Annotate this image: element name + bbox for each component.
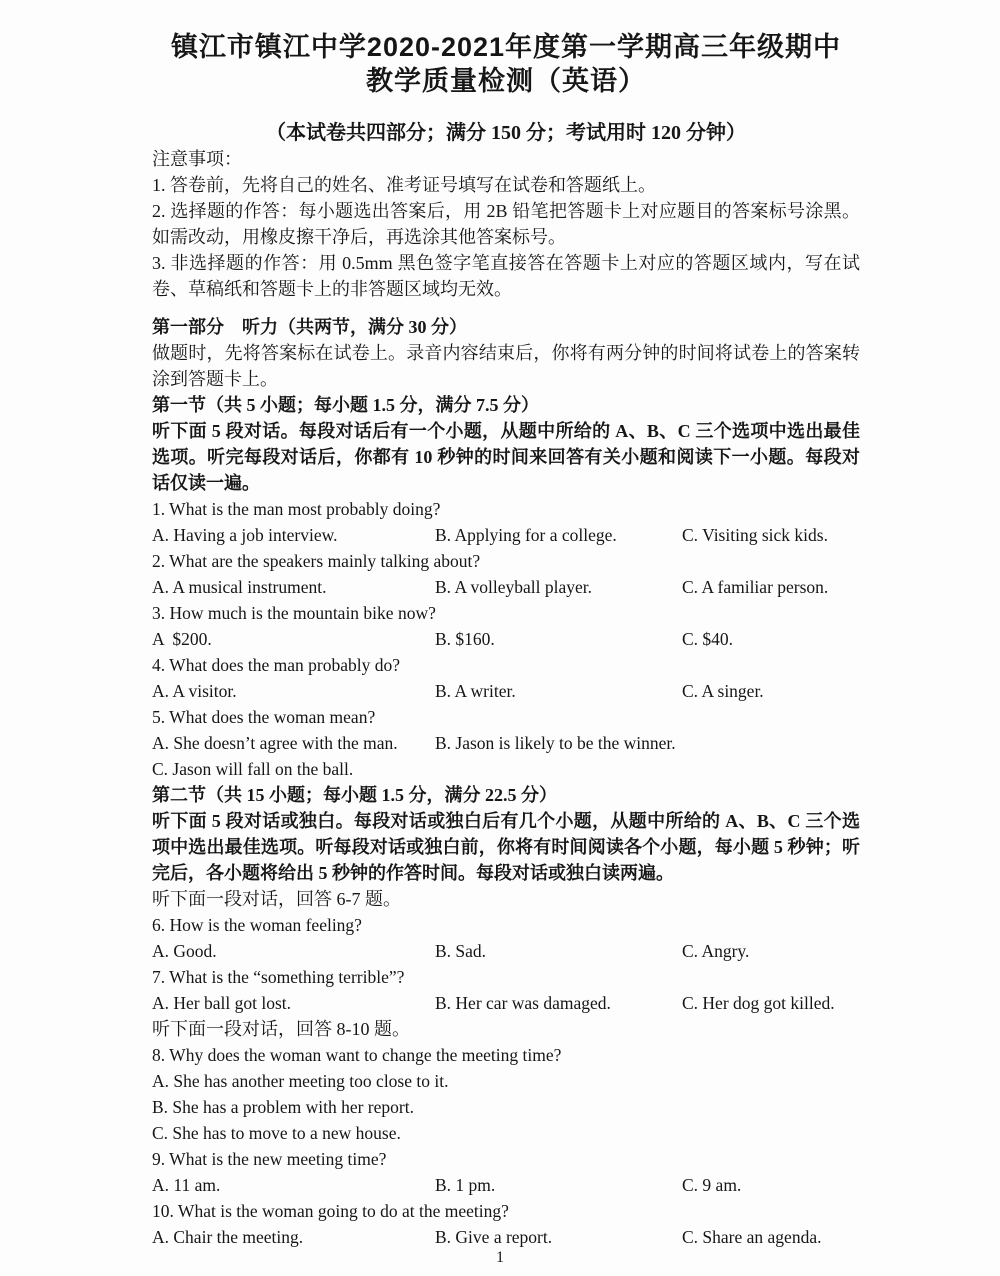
title-line-1: 镇江市镇江中学2020-2021年度第一学期高三年级期中 bbox=[170, 32, 842, 62]
option-b: B. $160. bbox=[435, 629, 495, 649]
option-c: C. Her dog got killed. bbox=[682, 993, 835, 1013]
question-1 bbox=[152, 496, 860, 548]
option-b: B. Applying for a college. bbox=[435, 525, 617, 545]
question-options bbox=[152, 678, 860, 704]
question-options bbox=[152, 938, 860, 964]
question-options bbox=[152, 574, 860, 600]
option-c: C. Visiting sick kids. bbox=[682, 525, 828, 545]
option-c: C. $40. bbox=[682, 629, 734, 649]
question-options bbox=[152, 522, 860, 548]
question-text: 10. What is the woman going to do at the meeting? bbox=[152, 1201, 509, 1221]
option-b: B. A writer. bbox=[435, 681, 516, 701]
question-4 bbox=[152, 652, 860, 704]
question-10 bbox=[152, 1198, 860, 1250]
option-a: A. Having a job interview. bbox=[152, 525, 338, 545]
question-9 bbox=[152, 1146, 860, 1198]
option-c: C. She has to move to a new house. bbox=[152, 1123, 401, 1143]
option-b: B. Jason is likely to be the winner. bbox=[435, 733, 676, 753]
notice-item-1: 1. 答卷前，先将自己的姓名、准考证号填写在试卷和答题纸上。 bbox=[152, 175, 656, 195]
section2-heading: 第二节（共 15 小题；每小题 1.5 分，满分 22.5 分） bbox=[152, 785, 557, 805]
question-text: 7. What is the “something terrible”? bbox=[152, 967, 405, 987]
question-options bbox=[152, 626, 860, 652]
question-options bbox=[152, 1172, 860, 1198]
option-c: C. Jason will fall on the ball. bbox=[152, 759, 354, 779]
question-text: 6. How is the woman feeling? bbox=[152, 915, 362, 935]
question-options bbox=[152, 1224, 860, 1250]
option-c: C. Angry. bbox=[682, 941, 750, 961]
option-b: B. A volleyball player. bbox=[435, 577, 592, 597]
page-number: 1 bbox=[496, 1249, 504, 1266]
option-a: A. Good. bbox=[152, 941, 217, 961]
question-text: 5. What does the woman mean? bbox=[152, 707, 376, 727]
option-a: A. She has another meeting too close to it. bbox=[152, 1071, 449, 1091]
option-b: B. 1 pm. bbox=[435, 1175, 496, 1195]
option-b: B. She has a problem with her report. bbox=[152, 1097, 414, 1117]
question-2 bbox=[152, 548, 860, 600]
exam-subtitle: （本试卷共四部分；满分 150 分；考试用时 120 分钟） bbox=[266, 122, 746, 144]
section2-instructions: 听下面 5 段对话或独白。每段对话或独白后有几个小题，从题中所给的 A、B、C 三个选项中选出最佳选项。听每段对话或独白前，你将有时间阅读各个小题，每小题 5 秒钟；听完后，各小题将给出 5 秒钟的作答时间。每段对话或独白读两遍。 bbox=[152, 811, 860, 883]
question-3 bbox=[152, 600, 860, 652]
question-text: 2. What are the speakers mainly talking about? bbox=[152, 551, 481, 571]
section1-instructions: 听下面 5 段对话。每段对话后有一个小题，从题中所给的 A、B、C 三个选项中选出最佳选项。听完每段对话后，你都有 10 秒钟的时间来回答有关小题和阅读下一小题。每段对话仅读一遍。 bbox=[152, 421, 860, 493]
question-text: 9. What is the new meeting time? bbox=[152, 1149, 387, 1169]
part1-intro: 做题时，先将答案标在试卷上。录音内容结束后，你将有两分钟的时间将试卷上的答案转涂到答题卡上。 bbox=[152, 343, 860, 389]
question-options bbox=[152, 990, 860, 1016]
option-a: A. A musical instrument. bbox=[152, 577, 327, 597]
section1-heading: 第一节（共 5 小题；每小题 1.5 分，满分 7.5 分） bbox=[152, 395, 539, 415]
option-a: A. Chair the meeting. bbox=[152, 1227, 304, 1247]
option-a: A $200. bbox=[152, 629, 212, 649]
notice-section bbox=[152, 146, 860, 302]
option-a: A. A visitor. bbox=[152, 681, 237, 701]
notice-heading: 注意事项： bbox=[152, 149, 242, 169]
question-options bbox=[152, 730, 860, 756]
question-6 bbox=[152, 912, 860, 964]
option-spacer bbox=[682, 730, 860, 756]
option-c: C. A singer. bbox=[682, 681, 764, 701]
option-b: B. Give a report. bbox=[435, 1227, 553, 1247]
notice-item-3: 3. 非选择题的作答：用 0.5mm 黑色签字笔直接答在答题卡上对应的答题区域内，写在试卷、草稿纸和答题卡上的非答题区域均无效。 bbox=[152, 253, 860, 299]
question-text: 4. What does the man probably do? bbox=[152, 655, 401, 675]
dialog-6-7-prompt: 听下面一段对话，回答 6-7 题。 bbox=[152, 889, 401, 909]
option-b: B. Her car was damaged. bbox=[435, 993, 611, 1013]
question-5 bbox=[152, 704, 860, 782]
option-a: A. 11 am. bbox=[152, 1175, 221, 1195]
dialog-8-10-prompt: 听下面一段对话，回答 8-10 题。 bbox=[152, 1019, 410, 1039]
question-8 bbox=[152, 1042, 860, 1146]
option-a: A. Her ball got lost. bbox=[152, 993, 292, 1013]
title-line-2: 教学质量检测（英语） bbox=[366, 66, 646, 96]
part1-heading: 第一部分 听力（共两节，满分 30 分） bbox=[152, 317, 467, 337]
notice-item-2: 2. 选择题的作答：每小题选出答案后，用 2B 铅笔把答题卡上对应题目的答案标号涂黑。如需改动，用橡皮擦干净后，再选涂其他答案标号。 bbox=[152, 201, 860, 247]
question-text: 8. Why does the woman want to change the meeting time? bbox=[152, 1045, 562, 1065]
option-a: A. She doesn’t agree with the man. bbox=[152, 733, 398, 753]
option-c: C. 9 am. bbox=[682, 1175, 742, 1195]
option-c: C. Share an agenda. bbox=[682, 1227, 822, 1247]
option-b: B. Sad. bbox=[435, 941, 487, 961]
question-text: 1. What is the man most probably doing? bbox=[152, 499, 441, 519]
question-7 bbox=[152, 964, 860, 1016]
page-title bbox=[152, 30, 860, 98]
question-text: 3. How much is the mountain bike now? bbox=[152, 603, 436, 623]
option-c: C. A familiar person. bbox=[682, 577, 829, 597]
